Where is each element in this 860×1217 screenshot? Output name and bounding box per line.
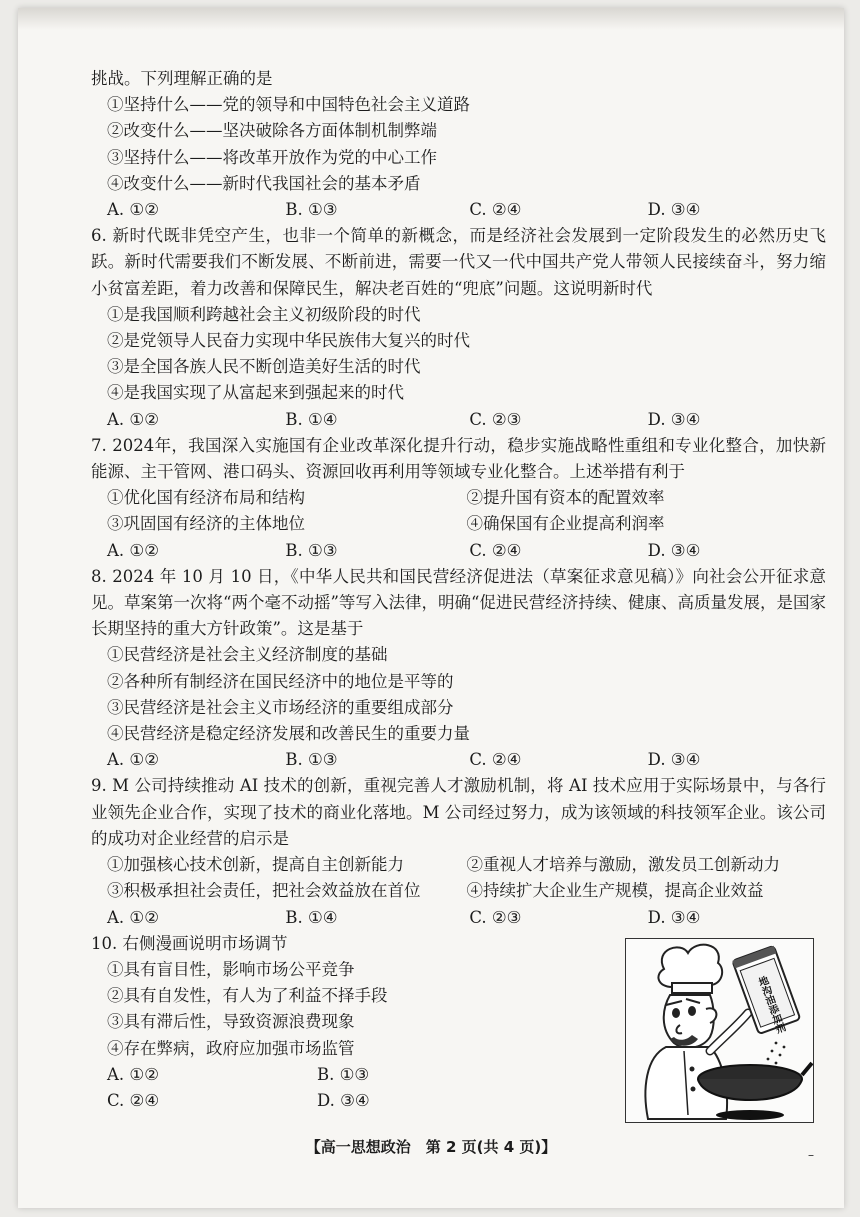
question-8 [91, 564, 826, 774]
option-3: ③是全国各族人民不断创造美好生活的时代 [107, 357, 421, 377]
question-7 [91, 433, 826, 564]
question-9 [91, 773, 826, 930]
chef-cartoon-icon [626, 939, 813, 1122]
option-2: ②具有自发性，有人为了利益不择手段 [107, 986, 388, 1006]
answer-choices [91, 197, 826, 223]
answer-b: B. ①③ [285, 750, 338, 770]
exam-page [18, 8, 844, 1208]
answer-a: A. ①② [107, 907, 159, 927]
option-row [91, 878, 826, 904]
answer-c: C. ②③ [469, 907, 522, 927]
option-4: ④民营经济是稳定经济发展和改善民生的重要力量 [107, 724, 470, 744]
question-6 [91, 223, 826, 433]
question-stem: 9. M 公司持续推动 AI 技术的创新，重视完善人才激励机制，将 AI 技术应用于实际场景中，与各行业领先企业合作，实现了技术的商业化落地。M 公司经过努力，成为该领域的科技领军企业。该公司的成功对企业经营的启示是 [91, 776, 826, 848]
option-row [91, 485, 826, 511]
answer-choices [91, 905, 826, 931]
answer-a: A. ①② [107, 200, 159, 220]
option-2: ②重视人才培养与激励，激发员工创新动力 [466, 855, 780, 875]
answer-b: B. ①③ [285, 540, 338, 560]
can-label: 地沟油添加剂 [754, 975, 786, 1036]
option-2: ②改变什么——坚决破除各方面体制机制弊端 [107, 121, 437, 141]
answer-c: C. ②③ [469, 409, 522, 429]
answer-d: D. ③④ [647, 409, 701, 429]
answer-d: D. ③④ [647, 540, 701, 560]
answer-d: D. ③④ [647, 750, 701, 770]
option-2: ②各种所有制经济在国民经济中的地位是平等的 [107, 671, 454, 691]
option-1: ①坚持什么——党的领导和中国特色社会主义道路 [107, 95, 470, 115]
answer-d: D. ③④ [317, 1090, 370, 1110]
answer-c: C. ②④ [107, 1090, 160, 1110]
option-4: ④确保国有企业提高利润率 [466, 514, 665, 534]
option-2: ②是党领导人民奋力实现中华民族伟大复兴的时代 [107, 331, 470, 351]
answer-a: A. ①② [107, 1064, 159, 1084]
corner-mark: – [808, 1148, 814, 1162]
option-row [91, 852, 826, 878]
answer-choices [91, 407, 826, 433]
option-1: ①加强核心技术创新，提高自主创新能力 [107, 855, 404, 875]
scan-top-shadow [18, 8, 844, 30]
question-stem: 挑战。下列理解正确的是 [91, 69, 273, 88]
option-4: ④改变什么——新时代我国社会的基本矛盾 [107, 173, 421, 193]
option-1: ①民营经济是社会主义经济制度的基础 [107, 645, 388, 665]
question-5-tail [91, 66, 826, 223]
cartoon-illustration [625, 938, 814, 1123]
question-stem: 7. 2024年，我国深入实施国有企业改革深化提升行动，稳步实施战略性重组和专业化整合，加快新能源、主干管网、港口码头、资源回收再利用等领域专业化整合。上述举措有利于 [91, 435, 826, 482]
answer-c: C. ②④ [469, 540, 522, 560]
option-3: ③巩固国有经济的主体地位 [107, 514, 305, 534]
option-3: ③坚持什么——将改革开放作为党的中心工作 [107, 147, 437, 167]
option-4: ④持续扩大企业生产规模，提高企业效益 [466, 881, 764, 901]
option-1: ①是我国顺利跨越社会主义初级阶段的时代 [107, 304, 421, 324]
answer-choices [91, 538, 826, 564]
question-stem: 10. 右侧漫画说明市场调节 [91, 933, 288, 953]
answer-a: A. ①② [107, 750, 159, 770]
answer-b: B. ①④ [285, 907, 338, 927]
answer-a: A. ①② [107, 409, 159, 429]
page-footer: 【高一思想政治 第 2 页(共 4 页)】 [305, 1138, 557, 1156]
option-1: ①优化国有经济布局和结构 [107, 488, 305, 508]
option-2: ②提升国有资本的配置效率 [466, 488, 665, 508]
answer-d: D. ③④ [647, 200, 701, 220]
answer-c: C. ②④ [469, 750, 522, 770]
answer-c: C. ②④ [469, 200, 522, 220]
option-4: ④存在弊病，政府应加强市场监管 [107, 1038, 355, 1058]
answer-b: B. ①③ [285, 200, 338, 220]
question-stem: 6. 新时代既非凭空产生，也非一个简单的新概念，而是经济社会发展到一定阶段发生的必然历史飞跃。新时代需要我们不断发展、不断前进，需要一代又一代中国共产党人带领人民接续奋斗，努力缩小贫富差距，着力改善和保障民生，解决老百姓的“兜底”问题。这说明新时代 [91, 226, 826, 298]
option-1: ①具有盲目性，影响市场公平竞争 [107, 959, 355, 979]
answer-b: B. ①④ [285, 409, 338, 429]
option-3: ③民营经济是社会主义市场经济的重要组成部分 [107, 697, 454, 717]
option-3: ③具有滞后性，导致资源浪费现象 [107, 1012, 355, 1032]
option-3: ③积极承担社会责任，把社会效益放在首位 [107, 881, 421, 901]
option-row [91, 511, 826, 537]
question-stem: 8. 2024 年 10 月 10 日，《中华人民共和国民营经济促进法（草案征求意见稿）》向社会公开征求意见。草案第一次将“两个毫不动摇”等写入法律，明确“促进民营经济持续、健康、高质量发展，是国家长期坚持的重大方针政策”。这是基于 [91, 566, 826, 639]
answer-a: A. ①② [107, 540, 159, 560]
answer-b: B. ①③ [317, 1064, 370, 1084]
answer-d: D. ③④ [647, 907, 701, 927]
option-4: ④是我国实现了从富起来到强起来的时代 [107, 383, 404, 403]
answer-choices [91, 747, 826, 773]
